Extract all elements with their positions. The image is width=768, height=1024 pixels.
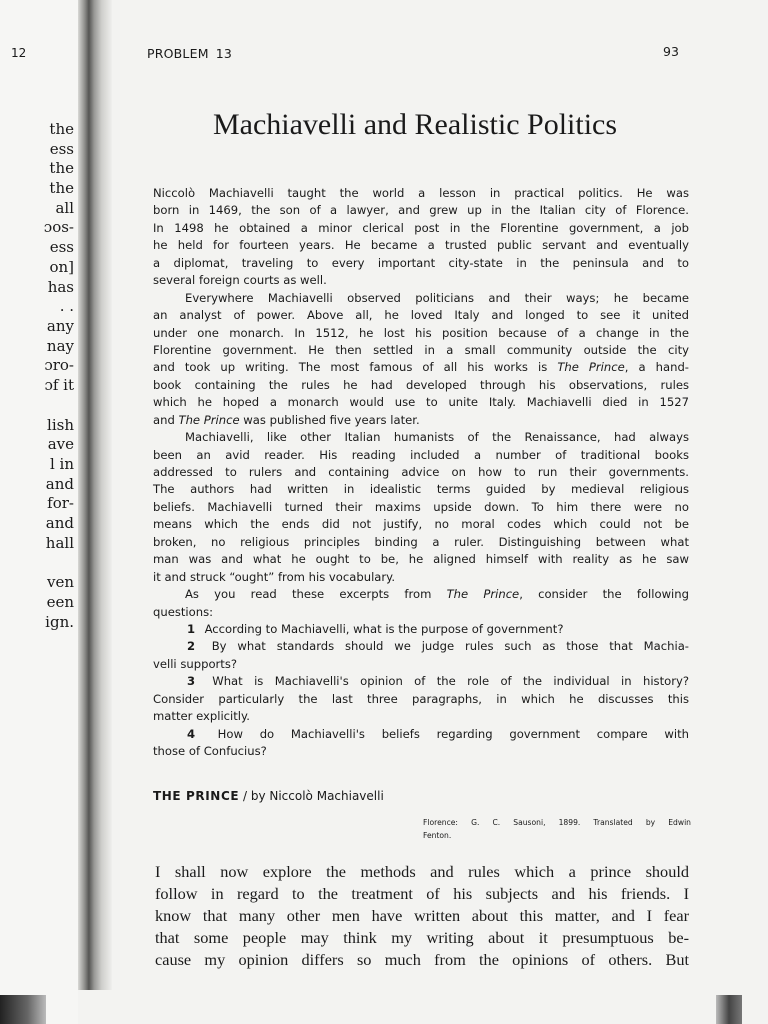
left-page-fragment: ven	[46, 573, 74, 592]
paragraph-line: velli supports?	[153, 656, 238, 671]
paragraph-line: matter explicitly.	[153, 709, 250, 724]
left-page-fragment: all	[55, 198, 74, 217]
paragraph-line: under one monarch. In 1512, he lost his position because of a change in the	[153, 325, 689, 340]
left-page-fragment: ess	[49, 139, 74, 158]
citation-line: Florence: G. C. Sausoni, 1899. Translated by Edwin	[423, 818, 691, 827]
paragraph-line: Florentine government. He then settled in a small community outside the city	[153, 342, 689, 357]
left-page-fragment: lish	[47, 415, 74, 434]
left-page-fragment: nay	[46, 336, 74, 355]
paragraph-line: broken, no religious principles binding a ruler. Distinguishing between what	[153, 534, 689, 549]
paragraph-line: The authors had written in idealistic terms guided by medieval religious	[153, 482, 689, 497]
paragraph-line: addressed to rulers and containing advice on how to run their governments.	[153, 465, 689, 479]
left-page-fragment: een	[46, 593, 74, 612]
work-title: THE PRINCE	[153, 789, 240, 803]
paragraph-line: which he hoped a monarch would use to unite Italy. Machiavelli died in 1527	[153, 395, 689, 410]
section-number: 13	[215, 46, 232, 61]
paragraph-line: Niccolò Machiavelli taught the world a lesson in practical politics. He was	[153, 186, 689, 200]
excerpt-line: I shall now explore the methods and rules which a prince should	[155, 862, 689, 881]
paragraph-line: a diplomat, traveling to every important city-state in the peninsula and to	[153, 255, 689, 270]
question-number: 1	[187, 621, 196, 636]
paragraph-line: and took up writing. The most famous of all his works is The Prince, a hand-	[153, 360, 689, 375]
paragraph-line: As you read these excerpts from The Prince, consider the following	[185, 587, 689, 602]
left-page-fragment: any	[46, 316, 74, 335]
left-page-fragment: has	[47, 277, 74, 296]
scan-edge-shadow	[0, 995, 46, 1024]
section-label: PROBLEM	[147, 46, 209, 61]
left-page-fragment: and	[45, 474, 74, 493]
paragraph-line: those of Confucius?	[153, 744, 267, 758]
paragraph-line: been an avid reader. His reading included a number of traditional books	[153, 447, 689, 462]
left-page-fragment: l in	[49, 455, 74, 473]
chapter-title: Machiavelli and Realistic Politics	[212, 108, 618, 141]
left-page-fragment: ign.	[45, 612, 74, 631]
byline-separator: / by	[239, 789, 270, 803]
left-page-fragment: the	[49, 179, 74, 198]
excerpt-line: know that many other men have written about this matter, and I fear	[155, 906, 689, 925]
paragraph-line: man was and what he ought to be, he aligned himself with reality as he saw	[153, 552, 689, 567]
question-number: 4	[187, 726, 196, 741]
left-page-fragment: on]	[49, 257, 74, 276]
paragraph-line: it and struck “ought” from his vocabulary.	[153, 569, 396, 584]
excerpt-line: follow in regard to the treatment of his subjects and his friends. I	[155, 884, 689, 903]
left-page-fragment: the	[49, 159, 74, 178]
paragraph-line: Machiavelli, like other Italian humanists of the Renaissance, had always	[185, 430, 689, 445]
left-page-number: 12	[11, 46, 27, 60]
left-page-fragment: ave	[47, 435, 74, 454]
left-page-fragment	[4, 553, 74, 573]
excerpt-line: cause my opinion differs so much from the opinions of others. But	[155, 950, 689, 969]
paragraph-line: and The Prince was published five years later.	[153, 412, 420, 427]
paragraph-line: born in 1469, the son of a lawyer, and grew up in the Italian city of Florence.	[153, 203, 689, 218]
paragraph-line: he held for fourteen years. He became a trusted public servant and eventually	[153, 238, 689, 253]
excerpt-byline	[153, 789, 384, 803]
question-line: 1 According to Machiavelli, what is the purpose of government?	[187, 621, 564, 636]
left-page-fragment: ɔos-	[43, 218, 74, 237]
citation-line: Fenton.	[423, 831, 452, 840]
paragraph-line: several foreign courts as well.	[153, 273, 327, 288]
left-page-fragment: ɔf it	[44, 375, 74, 394]
author-name: Niccolò Machiavelli	[269, 789, 384, 803]
left-page-fragment	[4, 396, 74, 416]
scan-edge-shadow	[716, 995, 742, 1024]
left-page-text-fragments	[4, 120, 74, 633]
left-facing-page	[0, 0, 78, 1024]
paragraph-line: book containing the rules he had developed through his observations, rules	[153, 377, 689, 392]
question-number: 2	[187, 639, 196, 654]
paragraph-line: an analyst of power. Above all, he loved Italy and longed to see it united	[153, 308, 689, 323]
page-number: 93	[663, 44, 679, 59]
paragraph-line: means which the ends did not justify, no moral codes which could not be	[153, 517, 689, 532]
left-page-fragment: and	[45, 514, 74, 533]
paragraph-line: Consider particularly the last three paragraphs, in which he discusses this	[153, 691, 689, 706]
left-page-fragment: ɔro-	[44, 356, 74, 375]
left-page-fragment: hall	[45, 533, 74, 552]
introduction-text	[153, 185, 689, 760]
question-line: 2 By what standards should we judge rules such as those that Machia-	[187, 639, 689, 654]
left-page-fragment: ess	[49, 238, 74, 257]
question-line: 4 How do Machiavelli's beliefs regarding government compare with	[187, 726, 689, 741]
source-citation	[423, 816, 691, 842]
excerpt-text	[155, 861, 689, 971]
excerpt-line: that some people may think my writing about it presumptuous be-	[155, 928, 689, 947]
question-number: 3	[187, 674, 196, 689]
left-page-fragment: for-	[47, 494, 74, 513]
running-header	[147, 46, 232, 61]
left-page-fragment: the	[49, 120, 74, 138]
paragraph-line: questions:	[153, 604, 214, 619]
question-line: 3 What is Machiavelli's opinion of the role of the individual in history?	[187, 674, 689, 689]
paragraph-line: In 1498 he obtained a minor clerical post in the Florentine government, a job	[153, 220, 689, 235]
book-gutter-shadow	[78, 0, 112, 990]
paragraph-line: Everywhere Machiavelli observed politicians and their ways; he became	[185, 290, 689, 305]
left-page-fragment: . .	[59, 297, 74, 316]
paragraph-line: beliefs. Machiavelli turned their maxims upside down. To him there were no	[153, 499, 689, 514]
